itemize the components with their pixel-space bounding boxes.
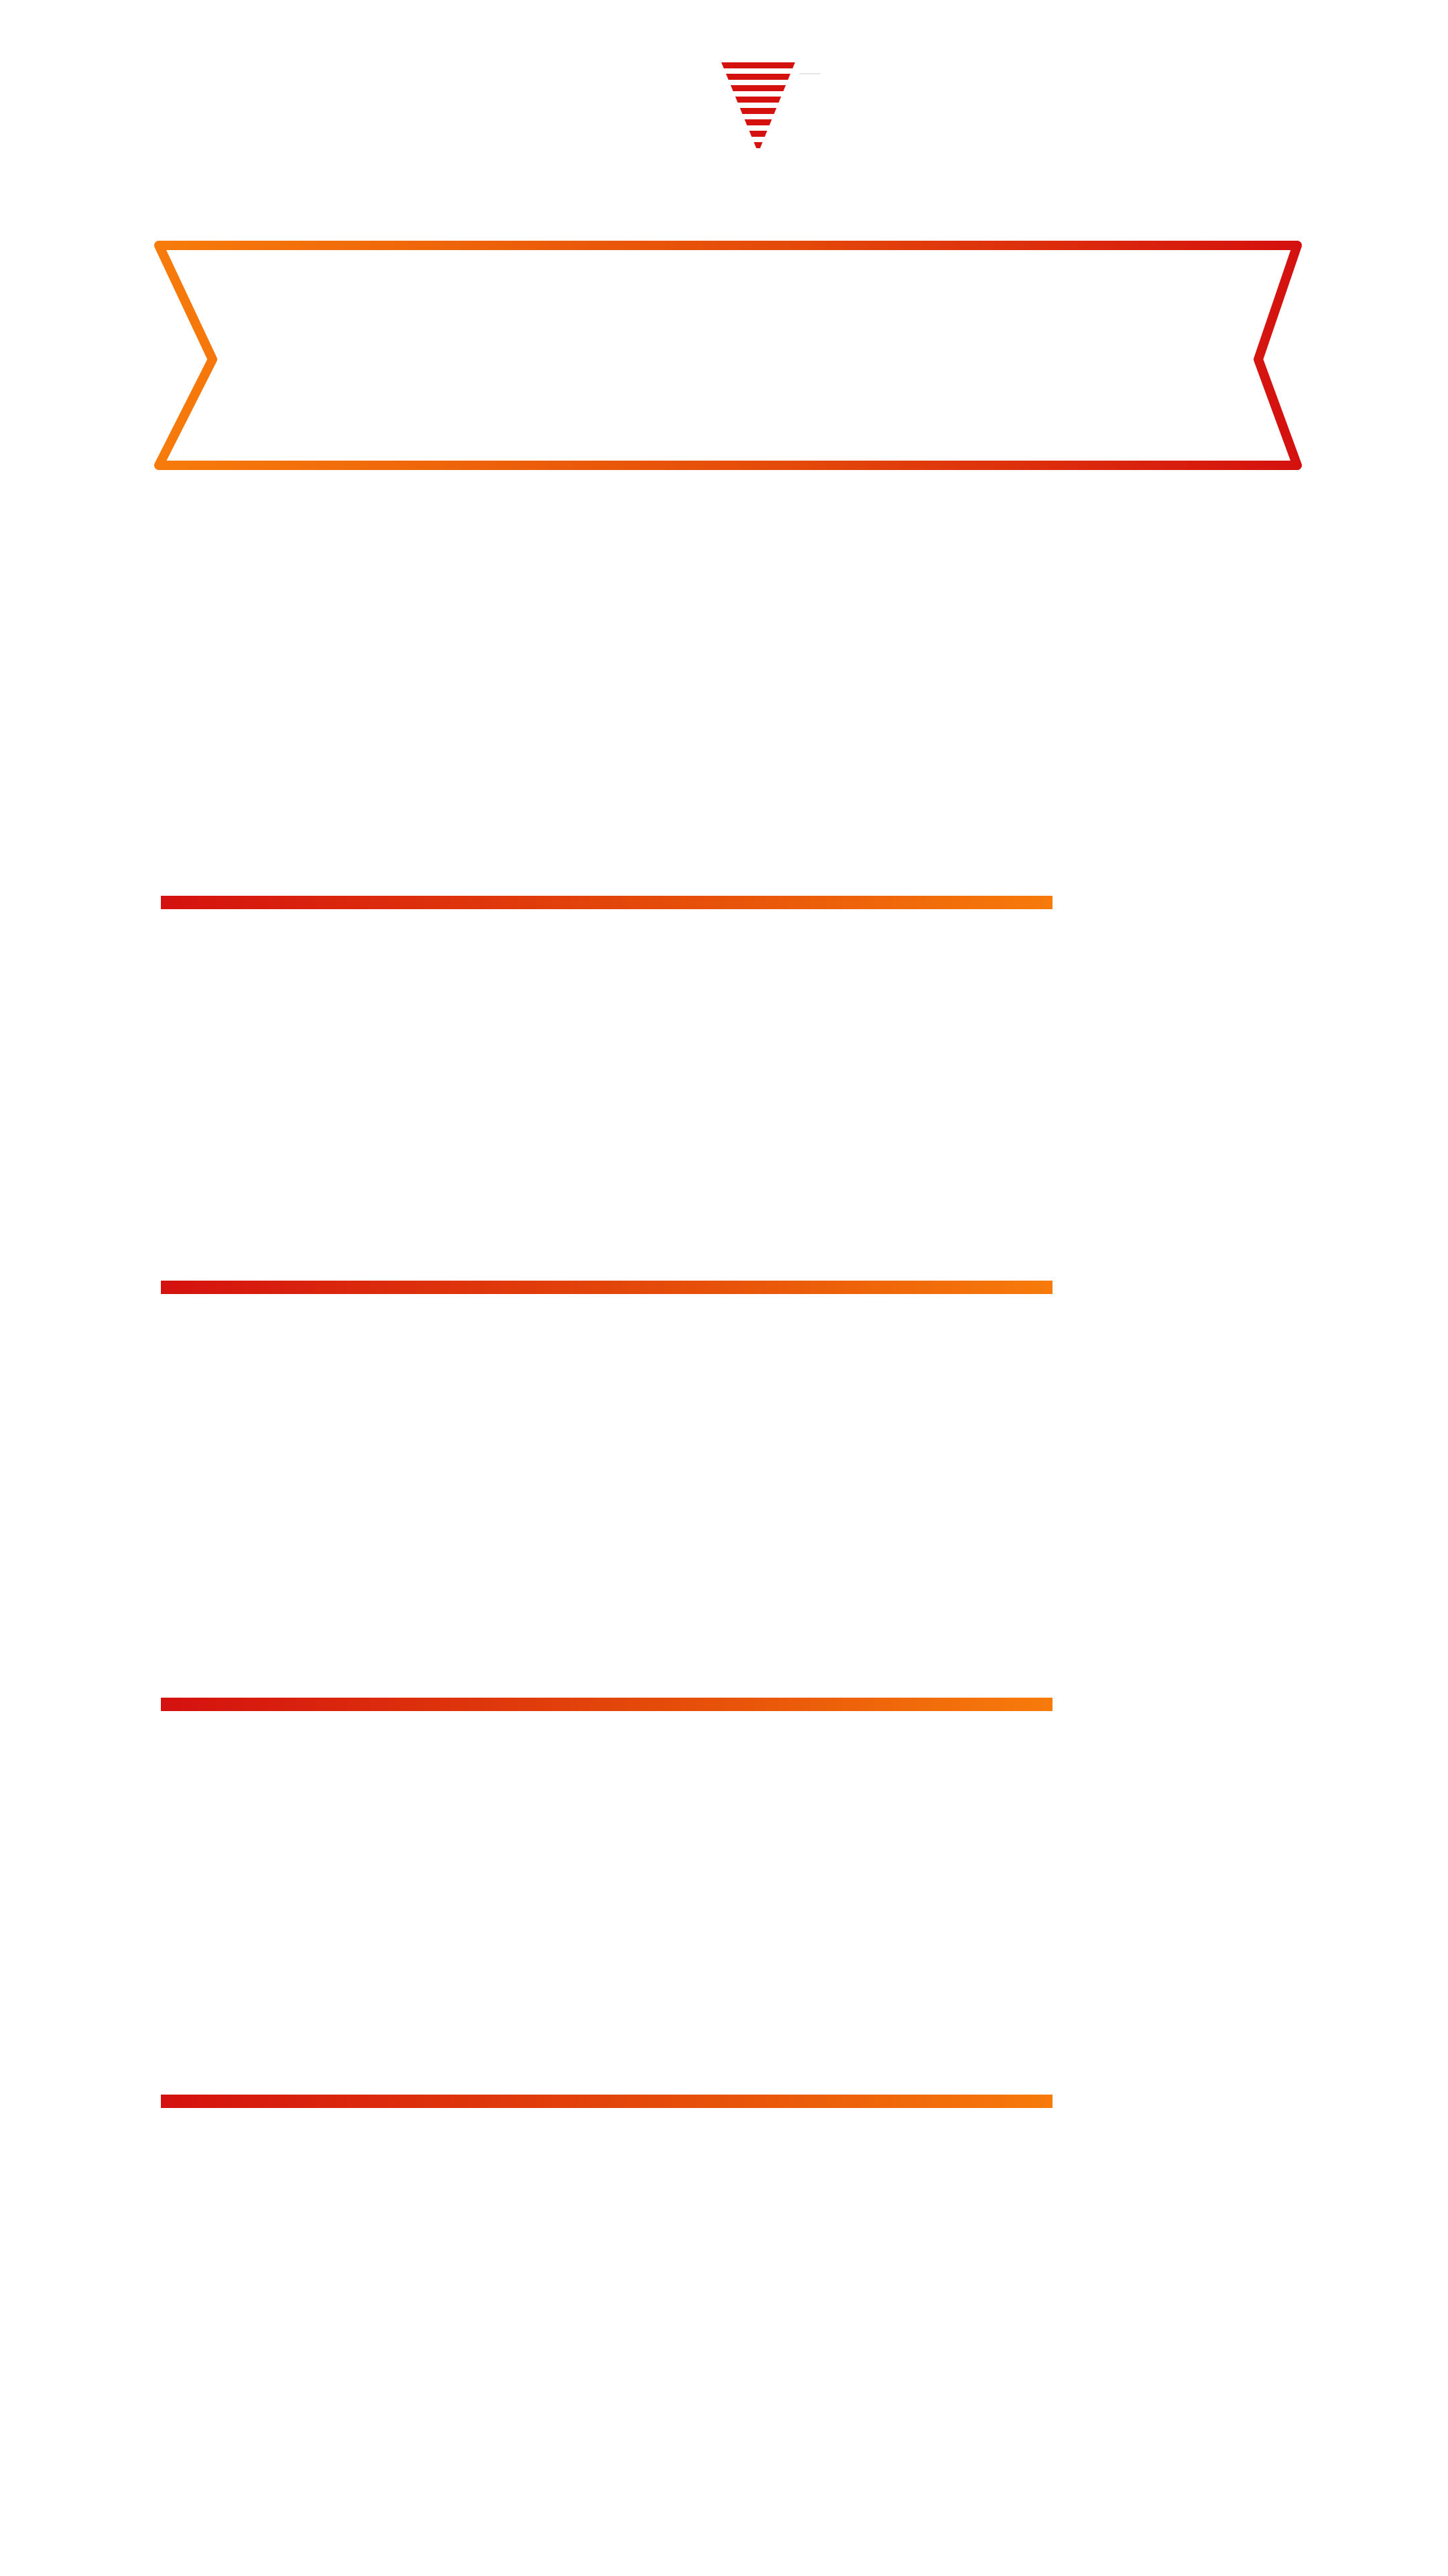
section-divider — [161, 2095, 1052, 2108]
section-heading — [161, 2030, 1052, 2091]
striped-triangle-logo-icon — [715, 59, 826, 160]
section-divider — [161, 896, 1052, 909]
brand-logo — [715, 59, 826, 160]
section-divider — [161, 1281, 1052, 1294]
section-divider — [161, 1698, 1052, 1711]
section-body — [161, 1734, 1301, 1948]
section-body — [161, 932, 1301, 1147]
section-body — [161, 1317, 1301, 1531]
section-body — [161, 2131, 1301, 2345]
banner-title — [228, 315, 1220, 396]
section-heading — [161, 1216, 1052, 1277]
section-heading — [161, 1633, 1052, 1694]
brand-label — [764, 148, 778, 154]
section-heading — [161, 831, 1052, 892]
